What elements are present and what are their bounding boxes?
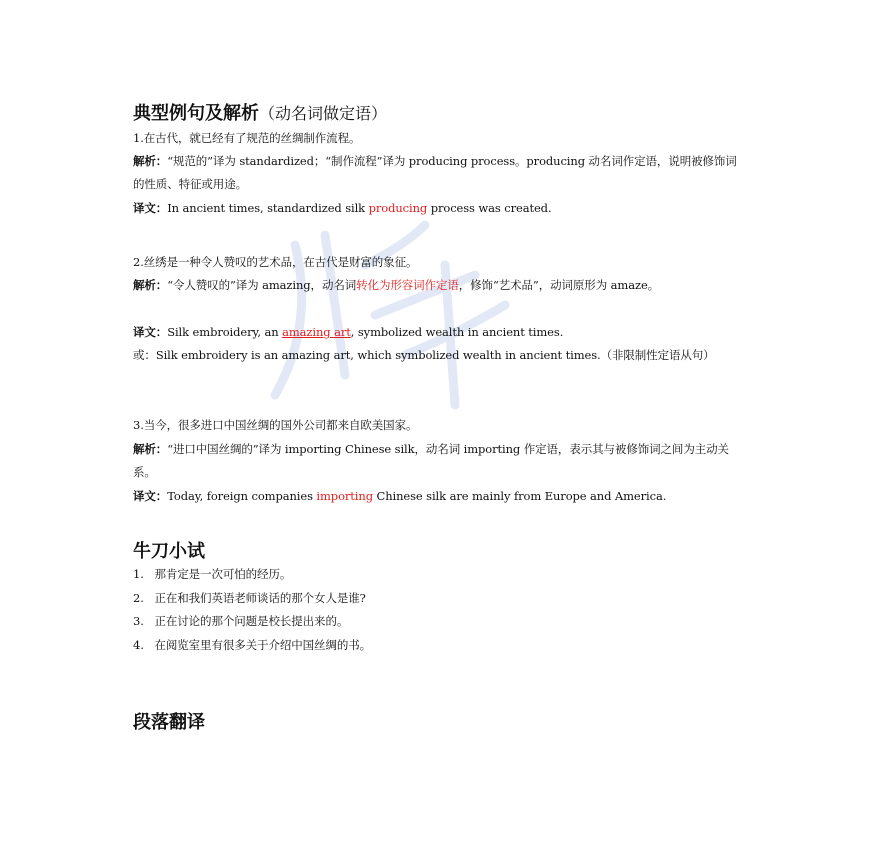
- example-3-analysis: [133, 438, 745, 484]
- translation-text-end: , symbolized wealth in ancient times.: [350, 325, 564, 339]
- practice-item: [133, 610, 745, 633]
- practice-number: 1.: [133, 567, 144, 581]
- highlighted-word: importing: [316, 489, 373, 503]
- analysis-text-end: ，修饰“艺术品”，动词原形为 amaze。: [458, 278, 660, 292]
- analysis-label: 解析：: [133, 154, 168, 168]
- example-1-analysis: [133, 150, 745, 196]
- translation-label: 译文：: [133, 489, 168, 503]
- example-1-translation: [133, 197, 745, 220]
- practice-text: 正在和我们英语老师谈话的那个女人是谁?: [154, 591, 366, 605]
- translation-text: Silk embroidery, an: [167, 325, 283, 339]
- translation-label: 译文：: [133, 201, 168, 215]
- highlighted-phrase: 转化为形容词作定语: [356, 278, 459, 292]
- watermark: [255, 205, 525, 425]
- practice-item: [133, 587, 745, 610]
- section-subtitle: （动名词做定语）: [259, 104, 388, 123]
- practice-item: [133, 563, 745, 586]
- highlighted-phrase: amazing art: [282, 325, 351, 339]
- example-2-sentence: 2.丝绣是一种令人赞叹的艺术品，在古代是财富的象征。: [133, 255, 418, 269]
- alternative-label: 或：: [133, 348, 156, 362]
- translation-text: In ancient times, standardized silk: [167, 201, 369, 215]
- practice-text: 那肯定是一次可怕的经历。: [154, 567, 292, 581]
- analysis-label: 解析：: [133, 278, 168, 292]
- example-2-alternative: [133, 344, 745, 367]
- analysis-label: 解析：: [133, 442, 168, 456]
- translation-text: Today, foreign companies: [167, 489, 317, 503]
- practice-number: 4.: [133, 638, 144, 652]
- example-3-translation: [133, 485, 745, 508]
- example-2-analysis: [133, 274, 745, 297]
- translation-text-end: process was created.: [427, 201, 552, 215]
- example-2-translation: [133, 321, 745, 344]
- translation-text-end: Chinese silk are mainly from Europe and America.: [372, 489, 667, 503]
- section-title-paragraph-translation: 段落翻译: [133, 712, 205, 733]
- analysis-text: “令人赞叹的”译为 amazing，动名词: [167, 278, 357, 292]
- analysis-text: “规范的”译为 standardized；“制作流程”译为 producing process。producing 动名词作定语，说明被修饰词的性质、特征或用途。: [133, 154, 737, 191]
- alternative-text: Silk embroidery is an amazing art, which symbolized wealth in ancient times.（非限制性定语从句）: [155, 348, 715, 362]
- example-3-sentence: 3.当今，很多进口中国丝绸的国外公司都来自欧美国家。: [133, 418, 418, 432]
- practice-text: 在阅览室里有很多关于介绍中国丝绸的书。: [154, 638, 372, 652]
- section-title-practice: 牛刀小试: [133, 541, 205, 562]
- practice-text: 正在讨论的那个问题是校长提出来的。: [154, 614, 349, 628]
- section-title-text: 典型例句及解析: [133, 103, 259, 124]
- practice-number: 3.: [133, 614, 144, 628]
- practice-item: [133, 634, 745, 657]
- highlighted-word: producing: [368, 201, 428, 215]
- practice-number: 2.: [133, 591, 144, 605]
- translation-label: 译文：: [133, 325, 168, 339]
- example-1-sentence: 1.在古代，就已经有了规范的丝绸制作流程。: [133, 131, 361, 145]
- section-title-examples: [133, 99, 387, 125]
- analysis-text: “进口中国丝绸的”译为 importing Chinese silk，动名词 importing 作定语，表示其与被修饰词之间为主动关系。: [133, 442, 729, 479]
